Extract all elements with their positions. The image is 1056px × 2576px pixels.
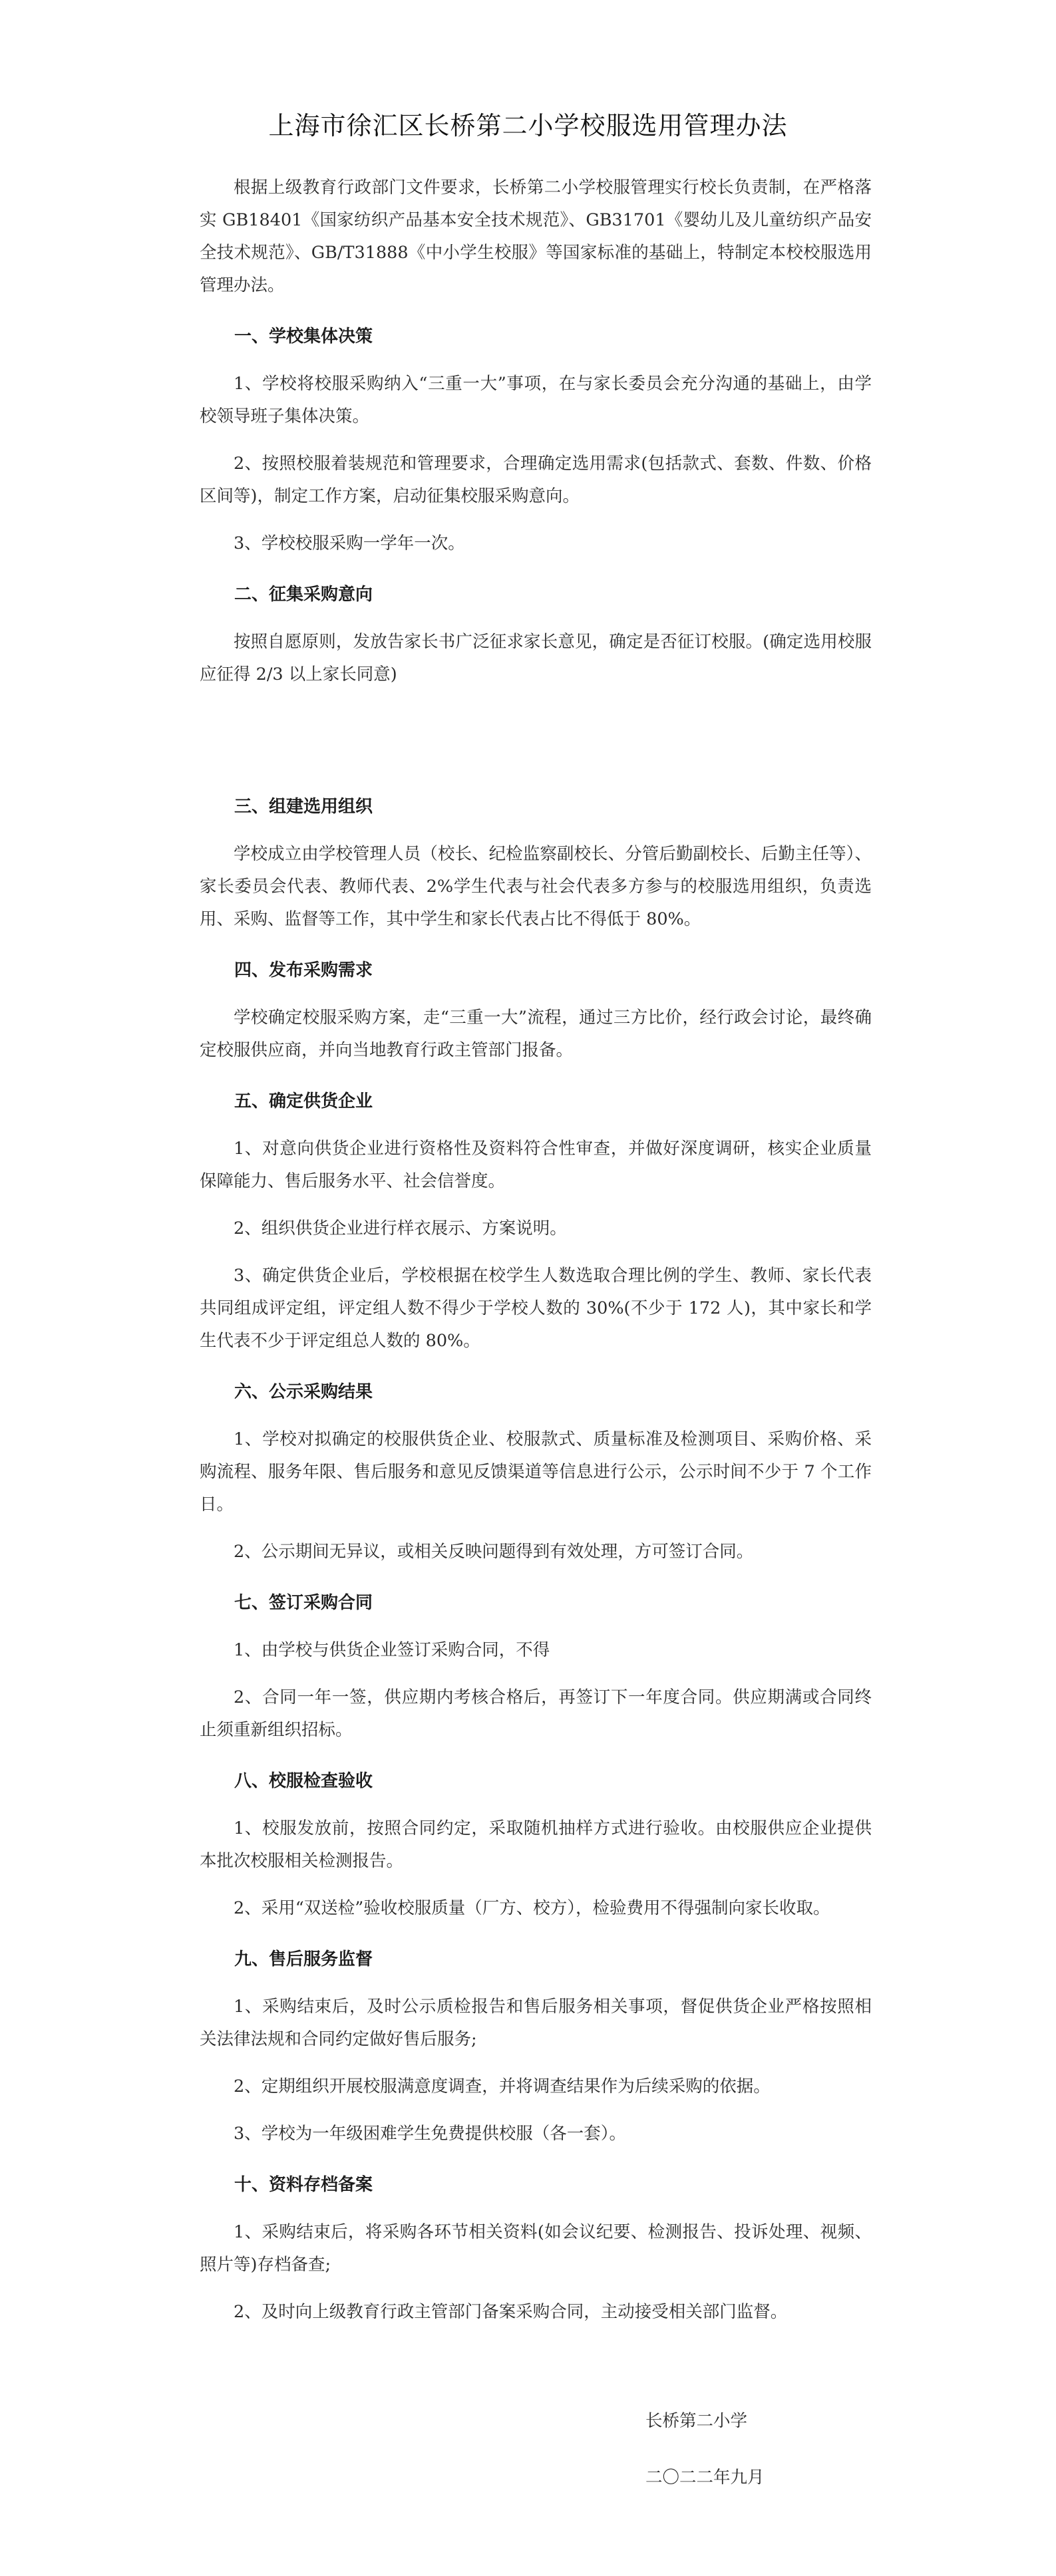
- section-paragraph: 2、采用“双送检”验收校服质量（厂方、校方），检验费用不得强制向家长收取。: [234, 1898, 830, 1918]
- section-heading: 五、确定供货企业: [234, 1091, 373, 1111]
- section-paragraph: 2、按照校服着装规范和管理要求，合理确定选用需求(包括款式、套数、件数、价格区间等)，制定工作方案，启动征集校服采购意向。: [200, 454, 872, 506]
- section-paragraph: 1、采购结束后，及时公示质检报告和售后服务相关事项，督促供货企业严格按照相关法律法规和合同约定做好售后服务;: [200, 1997, 872, 2049]
- section-paragraph: 2、及时向上级教育行政主管部门备案采购合同，主动接受相关部门监督。: [234, 2302, 788, 2322]
- section-heading: 四、发布采购需求: [234, 960, 373, 980]
- section-heading: 八、校服检查验收: [234, 1771, 373, 1791]
- intro-paragraph: 根据上级教育行政部门文件要求，长桥第二小学校服管理实行校长负责制，在严格落实 GB18401《国家纺织产品基本安全技术规范》、GB31701《婴幼儿及儿童纺织产品安全技术规范》、GB/T31888《中小学生校服》等国家标准的基础上，特制定本校校服选用管理办法。: [200, 178, 872, 295]
- section-heading: 三、组建选用组织: [234, 797, 373, 817]
- section-paragraph: 2、合同一年一签，供应期内考核合格后，再签订下一年度合同。供应期满或合同终止须重新组织招标。: [200, 1687, 872, 1740]
- signature-school: 长桥第二小学: [645, 2411, 748, 2431]
- section-paragraph: 2、定期组织开展校服满意度调查，并将调查结果作为后续采购的依据。: [234, 2076, 771, 2096]
- section-paragraph: 1、由学校与供货企业签订采购合同，不得: [234, 1640, 550, 1660]
- section-paragraph: 2、组织供货企业进行样衣展示、方案说明。: [234, 1218, 567, 1238]
- section-heading: 七、签订采购合同: [234, 1593, 373, 1613]
- section-paragraph: 2、公示期间无异议，或相关反映问题得到有效处理，方可签订合同。: [234, 1542, 754, 1562]
- page-title: 上海市徐汇区长桥第二小学校服选用管理办法: [268, 111, 788, 140]
- section-paragraph: 1、学校将校服采购纳入“三重一大”事项，在与家长委员会充分沟通的基础上，由学校领导班子集体决策。: [200, 374, 872, 426]
- section-paragraph: 3、学校校服采购一学年一次。: [234, 533, 465, 553]
- section-heading: 十、资料存档备案: [234, 2175, 373, 2195]
- section-paragraph: 1、校服发放前，按照合同约定，采取随机抽样方式进行验收。由校服供应企业提供本批次校服相关检测报告。: [200, 1818, 872, 1871]
- section-paragraph: 3、确定供货企业后，学校根据在校学生人数选取合理比例的学生、教师、家长代表共同组成评定组，评定组人数不得少于学校人数的 30%(不少于 172 人)，其中家长和学生代表不少于评定组总人数的 80%。: [200, 1266, 872, 1351]
- section-paragraph: 学校成立由学校管理人员（校长、纪检监察副校长、分管后勤副校长、后勤主任等）、家长委员会代表、教师代表、2%学生代表与社会代表多方参与的校服选用组织，负责选用、采购、监督等工作，其中学生和家长代表占比不得低于 80%。: [200, 844, 872, 929]
- document-body: [200, 172, 872, 2329]
- section-paragraph: 学校确定校服采购方案，走“三重一大”流程，通过三方比价，经行政会讨论，最终确定校服供应商，并向当地教育行政主管部门报备。: [200, 1008, 872, 1060]
- signature-date: 二〇二二年九月: [645, 2468, 765, 2488]
- section-heading: 一、学校集体决策: [234, 327, 373, 347]
- section-paragraph: 1、对意向供货企业进行资格性及资料符合性审查，并做好深度调研，核实企业质量保障能力、售后服务水平、社会信誉度。: [200, 1139, 872, 1191]
- section-heading: 六、公示采购结果: [234, 1382, 373, 1402]
- section-paragraph: 按照自愿原则，发放告家长书广泛征求家长意见，确定是否征订校服。(确定选用校服应征得 2/3 以上家长同意): [200, 632, 872, 684]
- section-paragraph: 3、学校为一年级困难学生免费提供校服（各一套）。: [234, 2124, 626, 2144]
- section-heading: 二、征集采购意向: [234, 585, 373, 605]
- section-heading: 九、售后服务监督: [234, 1949, 373, 1969]
- section-paragraph: 1、学校对拟确定的校服供货企业、校服款式、质量标准及检测项目、采购价格、采购流程、服务年限、售后服务和意见反馈渠道等信息进行公示，公示时间不少于 7 个工作日。: [200, 1429, 872, 1514]
- section-paragraph: 1、采购结束后，将采购各环节相关资料(如会议纪要、检测报告、投诉处理、视频、照片等)存档备查;: [200, 2222, 872, 2275]
